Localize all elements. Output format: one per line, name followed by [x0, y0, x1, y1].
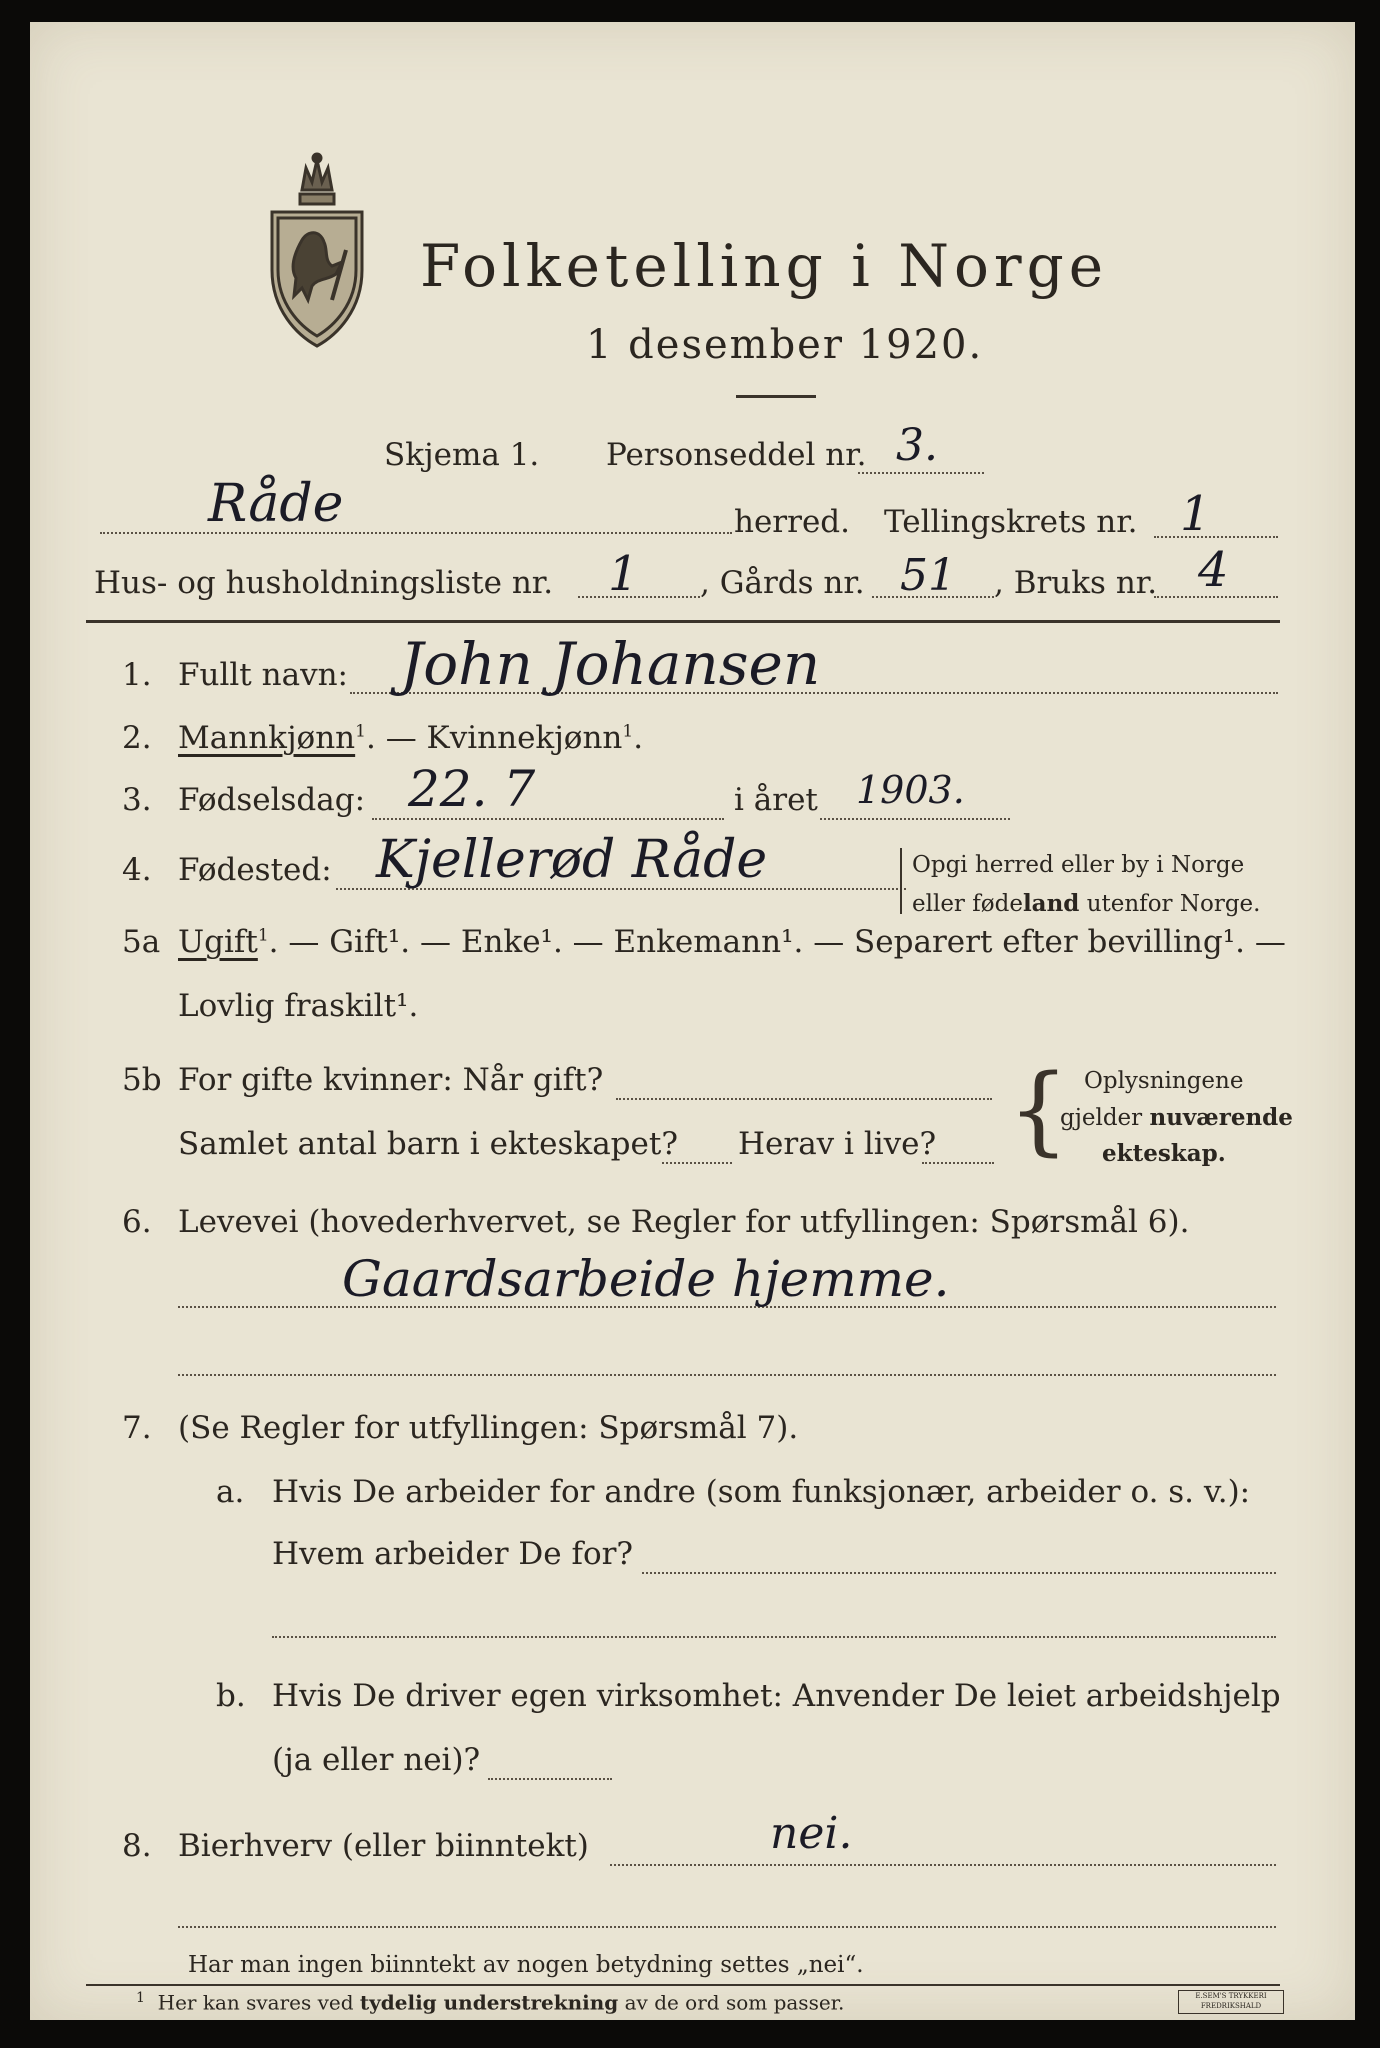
gards-label: , Gårds nr. — [700, 565, 865, 601]
form-title: Folketelling i Norge — [420, 232, 1109, 300]
footnote: $^1$ Her kan svares ved tydelig understrekning av de ord som passer. — [136, 1990, 845, 2015]
q6-number: 6. — [122, 1204, 152, 1240]
option-ugift[interactable]: Ugift — [178, 924, 258, 960]
q5b-note-3: ekteskap. — [1102, 1140, 1226, 1167]
q2-options: Mannkjønn$^1$. — Kvinnekjønn$^1$. — [178, 720, 644, 756]
q8-label: Bierhverv (eller biinntekt) — [178, 1828, 589, 1864]
husliste-label: Hus- og husholdningsliste nr. — [94, 565, 554, 601]
census-form — [30, 22, 1355, 2020]
q7a-text-2: Hvem arbeider De for? — [272, 1536, 634, 1572]
q1-number: 1. — [122, 657, 152, 693]
married-date-field[interactable] — [616, 1098, 992, 1100]
birthplace-value[interactable]: Kjellerød Råde — [376, 830, 768, 890]
employer-field-2[interactable] — [272, 1636, 1276, 1638]
option-kvinnekjonn[interactable]: Kvinnekjønn — [426, 720, 623, 756]
side-income-value[interactable]: nei. — [770, 1808, 853, 1859]
birthdate-value[interactable]: 22. 7 — [408, 760, 536, 818]
bruks-label: , Bruks nr. — [994, 565, 1158, 601]
q5b-note-2: gjelder nuværende — [1060, 1104, 1293, 1131]
q3-label: Fødselsdag: — [178, 782, 366, 818]
q2-number: 2. — [122, 720, 152, 756]
full-name-value[interactable]: John Johansen — [400, 630, 821, 698]
q5a-options: Ugift$^1$. — Gift¹. — Enke¹. — Enkemann¹. — Separert efter bevilling¹. — — [178, 924, 1286, 960]
q5b-note-1: Oplysningene — [1084, 1068, 1244, 1094]
option-mannkjonn[interactable]: Mannkjønn — [178, 720, 356, 756]
q5a-number: 5a — [122, 924, 161, 960]
birthplace-note-2: eller fødeland utenfor Norge. — [912, 890, 1261, 917]
personseddel-label: Personseddel nr. — [606, 437, 867, 473]
year-label: i året — [734, 782, 818, 818]
q8-number: 8. — [122, 1828, 152, 1864]
q4-label: Fødested: — [178, 852, 332, 888]
children-field[interactable] — [662, 1162, 732, 1164]
birthyear-value[interactable]: 1903. — [856, 768, 965, 812]
q7a-letter: a. — [216, 1474, 245, 1510]
footer-note: Har man ingen biinntekt av nogen betydning settes „nei“. — [188, 1952, 864, 1978]
printer-stamp: E.SEM'S TRYKKERI FREDRIKSHALD — [1178, 1990, 1284, 2014]
employer-field[interactable] — [642, 1572, 1276, 1574]
q7b-text-1: Hvis De driver egen virksomhet: Anvender De leiet arbeidshjelp — [272, 1678, 1281, 1714]
gards-value[interactable]: 51 — [900, 550, 956, 601]
children-alive-field[interactable] — [922, 1162, 994, 1164]
q7b-text-2: (ja eller nei)? — [272, 1742, 481, 1778]
q6-label: Levevei (hovederhvervet, se Regler for utfyllingen: Spørsmål 6). — [178, 1204, 1190, 1240]
herred-value[interactable]: Råde — [208, 474, 344, 534]
title-divider — [736, 395, 816, 398]
q3-number: 3. — [122, 782, 152, 818]
q5b-number: 5b — [122, 1062, 162, 1098]
norway-coat-of-arms-icon — [262, 150, 372, 350]
personseddel-value[interactable]: 3. — [896, 420, 938, 471]
herred-label: herred. — [734, 504, 850, 540]
birthplace-note-1: Opgi herred eller by i Norge — [912, 852, 1245, 878]
skjema-label: Skjema 1. — [384, 437, 540, 473]
option-lovlig-fraskilt[interactable]: Lovlig fraskilt¹. — [178, 988, 419, 1024]
q1-label: Fullt navn: — [178, 657, 348, 693]
tellingskrets-label: Tellingskrets nr. — [884, 504, 1138, 540]
q5b-label-married: For gifte kvinner: Når gift? — [178, 1062, 604, 1098]
header-rule — [86, 620, 1280, 623]
q7-label: (Se Regler for utfyllingen: Spørsmål 7). — [178, 1410, 799, 1446]
q5b-label-children: Samlet antal barn i ekteskapet? — [178, 1126, 678, 1162]
form-date: 1 desember 1920. — [586, 322, 984, 368]
q7a-text-1: Hvis De arbeider for andre (som funksjonær, arbeider o. s. v.): — [272, 1474, 1251, 1510]
q4-number: 4. — [122, 852, 152, 888]
husliste-value[interactable]: 1 — [608, 546, 639, 602]
tellingskrets-value[interactable]: 1 — [1180, 486, 1211, 542]
side-income-field-2[interactable] — [178, 1926, 1276, 1928]
brace-icon: { — [1008, 1054, 1070, 1166]
q7-number: 7. — [122, 1410, 152, 1446]
bruks-value[interactable]: 4 — [1198, 542, 1229, 598]
q7b-letter: b. — [216, 1678, 246, 1714]
occupation-value[interactable]: Gaardsarbeide hjemme. — [342, 1250, 950, 1308]
occupation-field-2[interactable] — [178, 1374, 1276, 1376]
marital-status-options[interactable]: . — Gift¹. — Enke¹. — Enkemann¹. — Separert efter bevilling¹. — — [268, 924, 1286, 960]
q5b-label-alive: Herav i live? — [738, 1126, 937, 1162]
hired-help-field[interactable] — [488, 1778, 612, 1780]
